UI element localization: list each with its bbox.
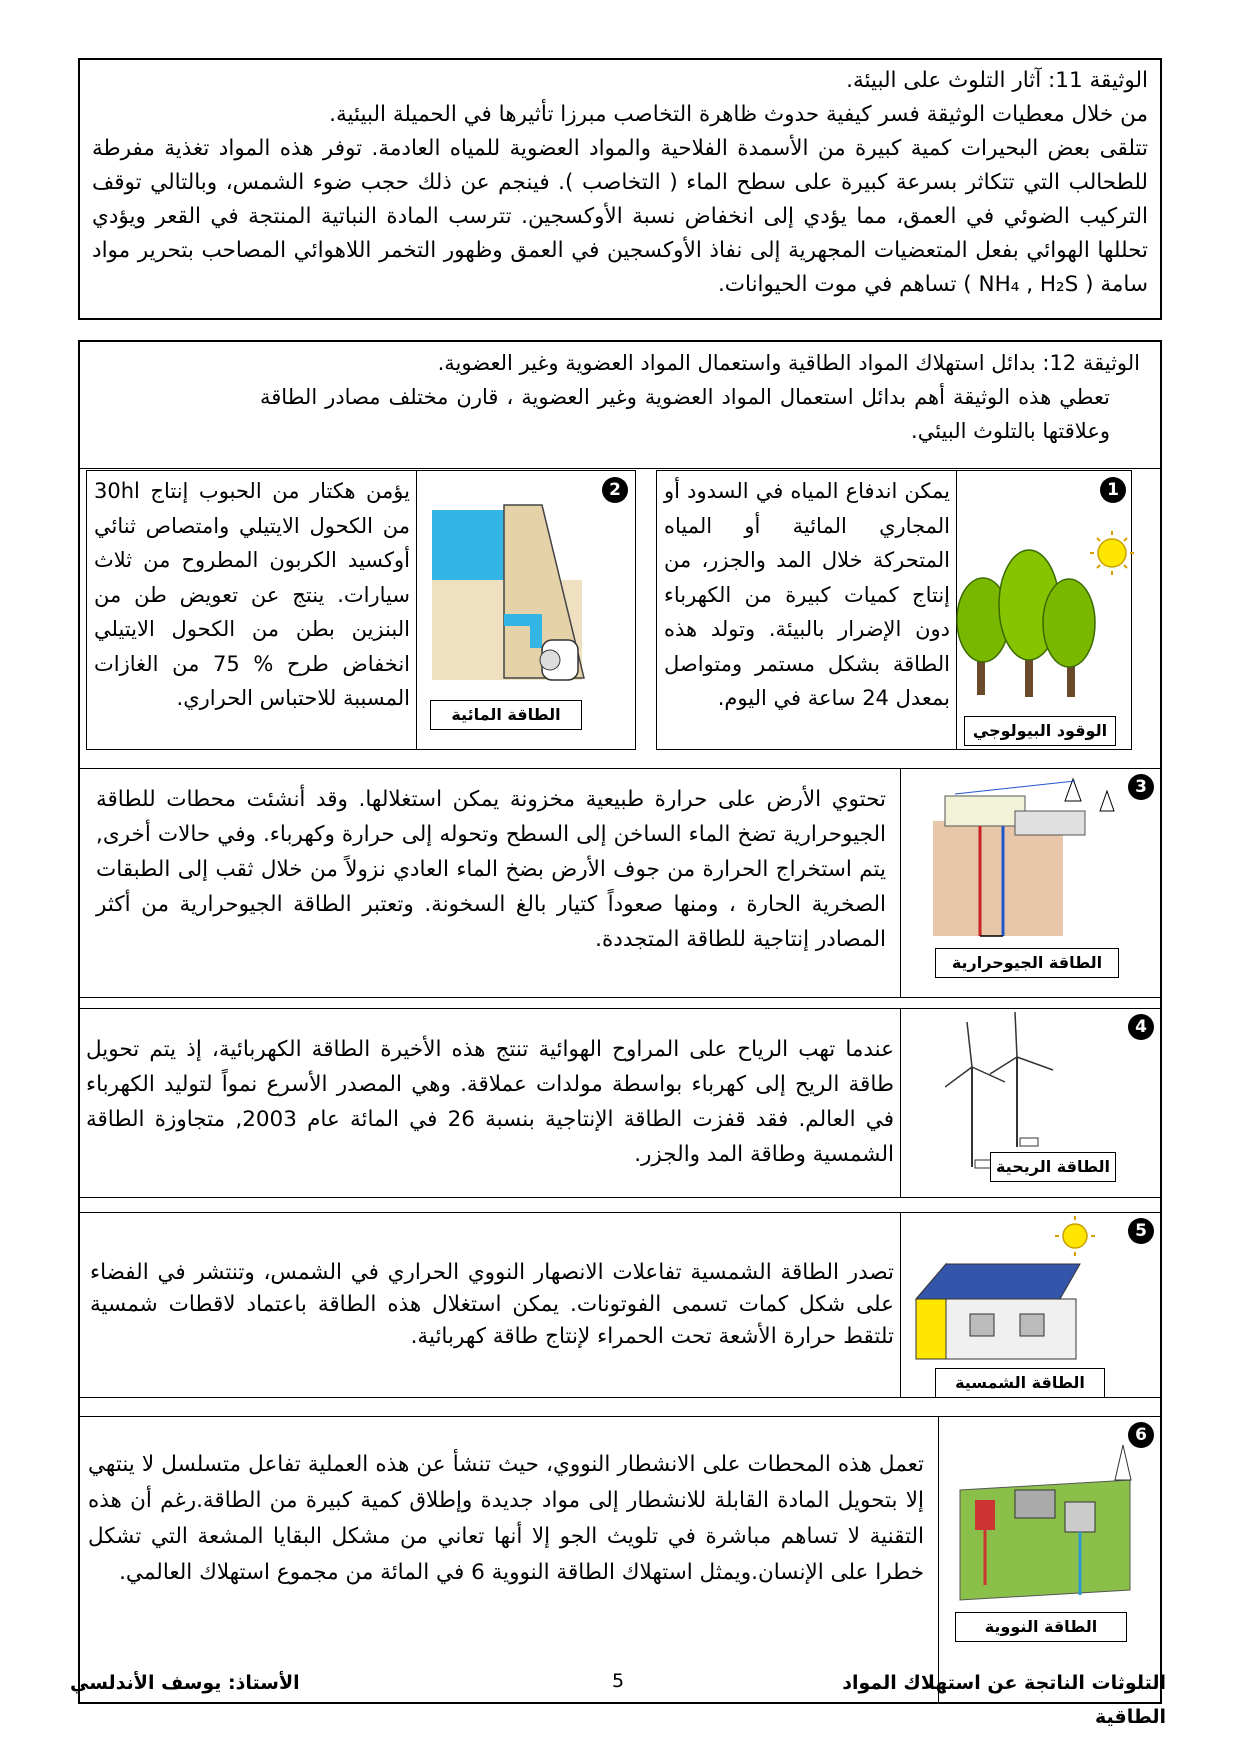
dam-illustration-icon bbox=[424, 500, 604, 700]
footer-page-number: 5 bbox=[612, 1670, 625, 1692]
item5-label: الطاقة الشمسية bbox=[935, 1368, 1105, 1398]
solar-house-illustration-icon bbox=[910, 1214, 1120, 1364]
footer-teacher: الأستاذ: يوسف الأندلسي bbox=[70, 1672, 300, 1694]
item2-label: الطاقة المائية bbox=[430, 700, 582, 730]
item1-label: الوقود البيولوجي bbox=[964, 716, 1116, 746]
item2-number-icon: 2 bbox=[602, 477, 628, 503]
nuclear-plant-illustration-icon bbox=[955, 1440, 1135, 1610]
item6-divider bbox=[938, 1416, 939, 1704]
item3-number-icon: 3 bbox=[1128, 774, 1154, 800]
item6-label: الطاقة النووية bbox=[955, 1612, 1127, 1642]
doc11-text bbox=[92, 64, 1148, 302]
doc11-instruction: من خلال معطيات الوثيقة فسر كيفية حدوث ظاهرة التخاصب مبرزا تأثيرها في الحميلة البيئية. bbox=[329, 102, 1148, 127]
item5-divider bbox=[900, 1212, 901, 1398]
sun-icon bbox=[1098, 539, 1126, 567]
item3-label: الطاقة الجيوحرارية bbox=[935, 948, 1119, 978]
doc11-title: الوثيقة 11: آثار التلوث على البيئة. bbox=[846, 68, 1148, 93]
divider-header bbox=[78, 468, 1162, 469]
item4-divider bbox=[900, 1008, 901, 1198]
forest-illustration-icon bbox=[955, 525, 1135, 710]
item4-label: الطاقة الريحية bbox=[990, 1152, 1116, 1182]
item3-divider bbox=[900, 768, 901, 998]
item4-number-icon: 4 bbox=[1128, 1014, 1154, 1040]
doc12-title: الوثيقة 12: بدائل استهلاك المواد الطاقية واستعمال المواد العضوية وغير العضوية. bbox=[437, 351, 1140, 375]
doc12-instruction: تعطي هذه الوثيقة أهم بدائل استعمال المواد العضوية وغير العضوية ، قارن مختلف مصادر الطاقة وعلاقتها بالتلوث البيئي. bbox=[260, 385, 1110, 443]
geothermal-illustration-icon bbox=[925, 776, 1125, 946]
item6-text: تعمل هذه المحطات على الانشطار النووي، حيث تنشأ عن هذه العملية تفاعل متسلسل لا ينتهي إلا بتحويل المادة القابلة للانشطار إلى مواد جديدة وإطلاق كمية كبيرة من الطاقة.رغم أن هذه التقنية لا تساهم مباشرة في تلويث الجو إلا أنها تعاني من مشكل البقايا المشعة التي تشكل خطرا على الإنسان.ويمثل استهلاك الطاقة النووية 6 في المائة من مجموع استهلاك العالمي. bbox=[88, 1452, 924, 1585]
item5-text: تصدر الطاقة الشمسية تفاعلات الانصهار النووي الحراري في الشمس، وتنتشر في الفضاء على شكل كمات تسمى الفوتونات. يمكن استغلال هذه الطاقة باعتماد لاقطات شمسية تلتقط حرارة الأشعة تحت الحمراء لإنتاج طاقة كهربائية. bbox=[90, 1260, 894, 1349]
item2-text: يؤمن هكتار من الحبوب إنتاج 30hl من الكحول الايتيلي وامتصاص ثنائي أوكسيد الكربون المطروح من ثلاث سيارات. ينتج عن تعويض طن من البنزين بطن من الكحول الايتيلي انخفاض طرح % 75 من الغازات المسببة للاحتباس الحراري. bbox=[94, 479, 410, 710]
item5-number-icon: 5 bbox=[1128, 1218, 1154, 1244]
item6-number-icon: 6 bbox=[1128, 1422, 1154, 1448]
item4-text: عندما تهب الرياح على المراوح الهوائية تنتج هذه الأخيرة الطاقة الكهربائية، إذ يتم تحويل طاقة الريح إلى كهرباء بواسطة مولدات عملاقة. وهي المصدر الأسرع نمواً لتوليد الكهرباء في العالم. فقد قفزت الطاقة الإنتاجية بنسبة 26 في المائة عام 2003, متجاوزة الطاقة الشمسية وطاقة المد والجزر. bbox=[86, 1037, 894, 1167]
item2-divider bbox=[416, 470, 417, 750]
item3-text: تحتوي الأرض على حرارة طبيعية مخزونة يمكن استغلالها. وقد أنشئت محطات للطاقة الجيوحرارية تضخ الماء الساخن إلى السطح وتحوله إلى حرارة وكهرباء. وفي حالات أخرى, يتم استخراج الحرارة من جوف الأرض بضخ الماء العادي نزولاً من خلال ثقب إلى الطبقات الصخرية الحارة ، ومنها صعوداً كتيار بالغ السخونة. وتعتبر الطاقة الجيوحرارية من أكثر المصادر إنتاجية للطاقة المتجددة. bbox=[96, 787, 886, 952]
wind-turbines-illustration-icon bbox=[945, 1012, 1065, 1172]
doc12-header bbox=[260, 346, 1140, 448]
item1-number-icon: 1 bbox=[1100, 477, 1126, 503]
footer-title: التلوثات الناتجة عن استهلاك المواد الطاقية bbox=[842, 1672, 1166, 1728]
doc11-body: تتلقى بعض البحيرات كمية كبيرة من الأسمدة الفلاحية والمواد العضوية للمياه العادمة. توفر هذه المواد تغذية مفرطة للطحالب التي تتكاثر بسرعة كبيرة على سطح الماء ( التخاصب ). فينجم عن ذلك حجب ضوء الشمس، وبالتالي توقف التركيب الضوئي في العمق، مما يؤدي إلى انخفاض نسبة الأوكسجين. تترسب المادة النباتية المنتجة في القعر ويؤدي تحللها الهوائي بفعل المتعضيات المجهرية إلى نفاذ الأوكسجين في العمق وظهور التخمر اللاهوائي المصاحب بتحرير مواد سامة ( NH₄ , H₂S ) تساهم في موت الحيوانات. bbox=[92, 136, 1148, 297]
item1-text: يمكن اندفاع المياه في السدود أو المجاري المائية أو المياه المتحركة خلال المد والجزر، من إنتاج كميات كبيرة من الكهرباء دون الإضرار بالبيئة. وتولد هذه الطاقة بشكل مستمر ومتواصل بمعدل 24 ساعة في اليوم. bbox=[664, 479, 950, 710]
sun-icon bbox=[1063, 1224, 1087, 1248]
